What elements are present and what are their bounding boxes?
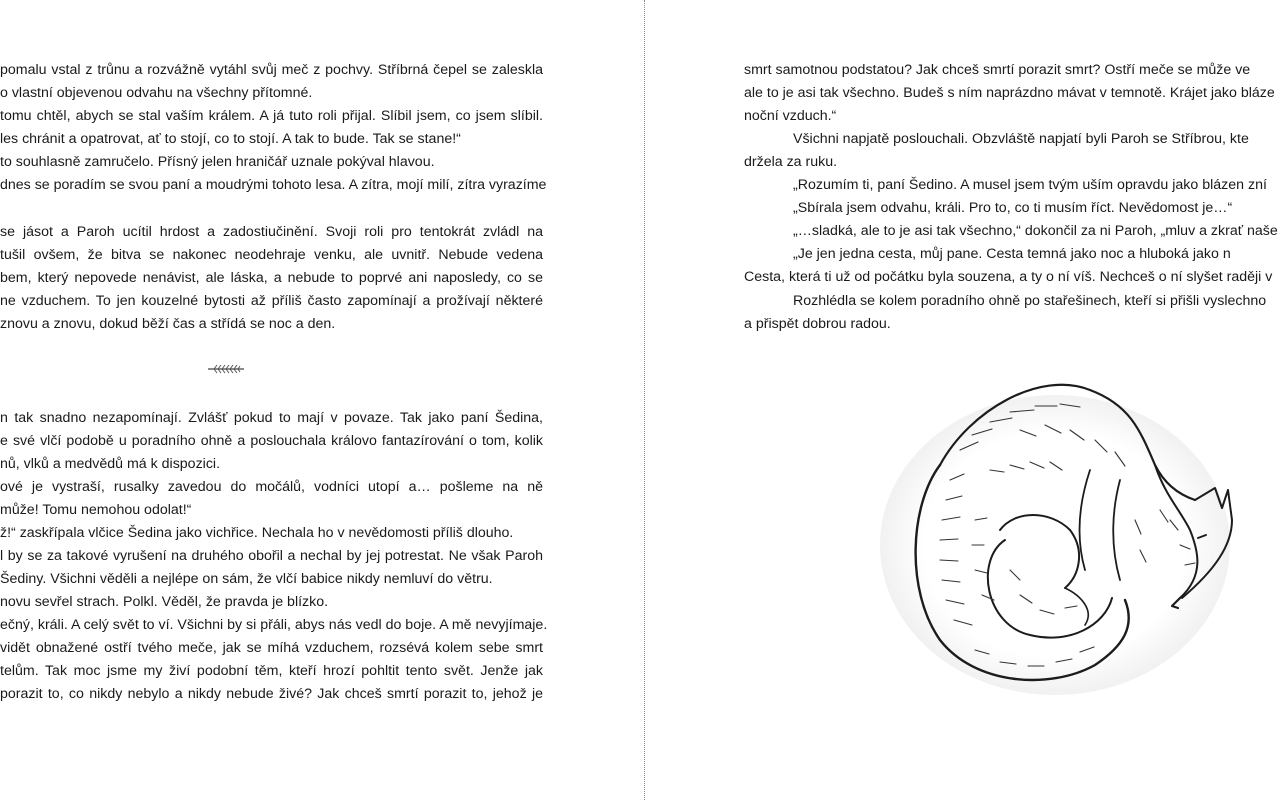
text-line: dnes se poradím se svou paní a moudrými tohoto lesa. A zítra, mojí milí, zítra vyrazíme xyxy=(0,177,547,193)
text-line: Rozhlédla se kolem poradního ohně po stařešinech, kteří si přišli vyslechno xyxy=(793,293,1267,309)
text-line: vidět obnažené ostří tvého meče, jak se míhá vzduchem, rozsévá kolem sebe smrt xyxy=(0,640,543,656)
text-line: e své vlčí podobě u poradního ohně a poslouchala královo fantazírování o tom, kolik xyxy=(0,433,543,449)
sleeping-fox-illustration-icon xyxy=(880,370,1260,700)
text-line: porazit to, co nikdy nebylo a nikdy nebude živé? Jak chceš smrtí porazit to, jehož je xyxy=(0,686,543,702)
text-line: pomalu vstal z trůnu a rozvážně vytáhl svůj meč z pochvy. Stříbrná čepel se zaleskla xyxy=(0,62,543,78)
text-line: o vlastní objevenou odvahu na všechny přítomné. xyxy=(0,85,313,101)
text-line: „Rozumím ti, paní Šedino. A musel jsem tvým uším opravdu jako blázen zní xyxy=(793,177,1267,193)
text-line: znovu a znovu, dokud běží čas a střídá se noc a den. xyxy=(0,316,336,332)
text-line: ne vzduchem. To jen kouzelné bytosti až příliš často zapomínají a prožívají některé xyxy=(0,293,543,309)
text-line: Šediny. Všichni věděli a nejlépe on sám, že vlčí babice nikdy nemluví do větru. xyxy=(0,571,493,587)
text-line: ečný, králi. A celý svět to ví. Všichni by si přáli, abys nás vedl do boje. A mě nevyjímaje. xyxy=(0,617,548,633)
text-line: „Sbírala jsem odvahu, králi. Pro to, co ti musím říct. Nevědomost je…“ xyxy=(793,200,1233,216)
text-line: „…sladká, ale to je asi tak všechno,“ dokončil za ni Paroh, „mluv a zkrať naše xyxy=(793,223,1278,239)
text-line: tušil ovšem, že bitva se nakonec neodehraje venku, ale uvnitř. Nebude vedena xyxy=(0,247,543,263)
fern-ornament-icon xyxy=(206,362,246,376)
text-line: novu sevřel strach. Polkl. Věděl, že pravda je blízko. xyxy=(0,594,329,610)
text-line: Všichni napjatě poslouchali. Obzvláště napjatí byli Paroh se Stříbrou, kte xyxy=(793,131,1249,147)
text-line: tomu chtěl, abych se stal vaším králem. A já tuto roli přijal. Slíbil jsem, co jsem slíbil. xyxy=(0,108,543,124)
text-line: „Je jen jedna cesta, můj pane. Cesta temná jako noc a hluboká jako n xyxy=(793,246,1231,262)
text-line: nů, vlků a medvědů má k dispozici. xyxy=(0,456,221,472)
text-line: může! Tomu nemohou odolat!“ xyxy=(0,502,192,518)
text-line: les chránit a opatrovat, ať to stojí, co to stojí. A tak to bude. Tak se stane!“ xyxy=(0,131,461,147)
text-line: telům. Tak moc jsme my živí podobní těm, kteří hrozí pohltit tento svět. Jenže jak xyxy=(0,663,543,679)
text-line: ale to je asi tak všechno. Budeš s ním naprázdno mávat v temnotě. Krájet jako bláze xyxy=(744,85,1275,101)
text-line: to souhlasně zamručelo. Přísný jelen hraničář uznale pokýval hlavou. xyxy=(0,154,435,170)
text-line: a přispět dobrou radou. xyxy=(744,316,891,332)
text-line: bem, který nepovede nenávist, ale láska, a nebude to poprvé ani naposledy, co se xyxy=(0,270,543,286)
text-line: se jásot a Paroh ucítil hrdost a zadostiučinění. Svoji roli pro tentokrát zvládl na xyxy=(0,224,543,240)
text-line: noční vzduch.“ xyxy=(744,108,837,124)
text-line: l by se za takové vyrušení na druhého obořil a nechal by jej potrestat. Ne však Paroh xyxy=(0,548,543,564)
page-gutter xyxy=(644,0,645,800)
text-line: n tak snadno nezapomínají. Zvlášť pokud to mají v povaze. Tak jako paní Šedina, xyxy=(0,410,543,426)
text-line: držela za ruku. xyxy=(744,154,838,170)
text-line: Cesta, která ti už od počátku byla souzena, a ty o ní víš. Nechceš o ní slyšet raději v xyxy=(744,269,1273,285)
text-line: ž!“ zaskřípala vlčice Šedina jako vichřice. Nechala ho v nevědomosti příliš dlouho. xyxy=(0,525,514,541)
text-line: smrt samotnou podstatou? Jak chceš smrtí porazit smrt? Ostří meče se může ve xyxy=(744,62,1251,78)
text-line: ové je vystraší, rusalky zavedou do močálů, vodníci utopí a… pošleme na ně xyxy=(0,479,543,495)
